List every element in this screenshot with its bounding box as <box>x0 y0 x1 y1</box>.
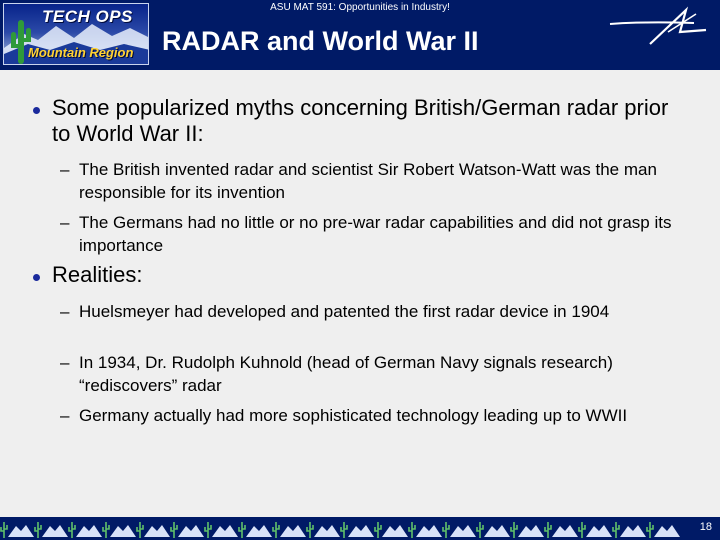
footer-cactus-icon <box>137 522 143 538</box>
footer-mountain-icon <box>8 525 34 537</box>
footer-cactus-icon <box>1 522 7 538</box>
footer-mountain-icon <box>212 525 238 537</box>
footer-cactus-icon <box>239 522 245 538</box>
footer-mountain-icon <box>654 525 680 537</box>
footer-mountain-icon <box>620 525 646 537</box>
bullet-icon <box>33 107 40 114</box>
footer-pattern <box>0 517 690 540</box>
page-number: 18 <box>699 521 712 533</box>
footer-mountain-icon <box>76 525 102 537</box>
footer-mountain-icon <box>246 525 272 537</box>
slide-title: RADAR and World War II <box>162 26 479 56</box>
sub-bullet-german-myth: The Germans had no little or no pre-war radar capabilities and did not grasp its importance <box>79 213 672 255</box>
footer-mountain-icon <box>42 525 68 537</box>
footer-cactus-icon <box>511 522 517 538</box>
footer-mountain-icon <box>518 525 544 537</box>
bullet-icon <box>33 274 40 281</box>
bullet-realities: Realities: <box>52 262 143 287</box>
footer-mountain-icon <box>450 525 476 537</box>
footer-cactus-icon <box>171 522 177 538</box>
footer-mountain-icon <box>144 525 170 537</box>
footer-cactus-icon <box>205 522 211 538</box>
sub-bullet-germany-tech: Germany actually had more sophisticated technology leading up to WWII <box>79 406 628 425</box>
header-bar <box>0 0 720 70</box>
dash-icon: – <box>60 213 70 232</box>
footer-mountain-icon <box>586 525 612 537</box>
footer-cactus-icon <box>409 522 415 538</box>
footer-mountain-icon <box>348 525 374 537</box>
logo-text-tech-ops: TECH OPS <box>42 7 133 26</box>
footer-mountain-icon <box>552 525 578 537</box>
dash-icon: – <box>60 302 70 321</box>
footer-cactus-icon <box>545 522 551 538</box>
dash-icon: – <box>60 353 70 372</box>
footer-cactus-icon <box>307 522 313 538</box>
footer-mountain-icon <box>280 525 306 537</box>
footer-mountain-icon <box>416 525 442 537</box>
footer-cactus-icon <box>613 522 619 538</box>
sub-bullet-huelsmeyer: Huelsmeyer had developed and patented the first radar device in 1904 <box>79 302 610 321</box>
footer-bar <box>0 517 720 540</box>
footer-cactus-icon <box>579 522 585 538</box>
dash-icon: – <box>60 406 70 425</box>
course-subtitle: ASU MAT 591: Opportunities in Industry! <box>270 2 450 13</box>
footer-cactus-icon <box>443 522 449 538</box>
footer-cactus-icon <box>35 522 41 538</box>
footer-cactus-icon <box>477 522 483 538</box>
sub-bullet-kuhnold: In 1934, Dr. Rudolph Kuhnold (head of German Navy signals research) “rediscovers” radar <box>79 353 613 395</box>
footer-mountain-icon <box>110 525 136 537</box>
star-logo-icon <box>606 4 714 50</box>
footer-cactus-icon <box>647 522 653 538</box>
footer-mountain-icon <box>484 525 510 537</box>
footer-mountain-icon <box>178 525 204 537</box>
logo-text-mountain-region: Mountain Region <box>28 45 134 60</box>
footer-cactus-icon <box>375 522 381 538</box>
footer-mountain-icon <box>314 525 340 537</box>
bullet-myths: Some popularized myths concerning British/German radar prior to World War II: <box>52 95 669 146</box>
footer-cactus-icon <box>273 522 279 538</box>
footer-cactus-icon <box>69 522 75 538</box>
footer-cactus-icon <box>341 522 347 538</box>
footer-mountain-icon <box>382 525 408 537</box>
footer-cactus-icon <box>103 522 109 538</box>
dash-icon: – <box>60 160 70 179</box>
sub-bullet-british-myth: The British invented radar and scientist Sir Robert Watson-Watt was the man responsible for its invention <box>79 160 657 202</box>
